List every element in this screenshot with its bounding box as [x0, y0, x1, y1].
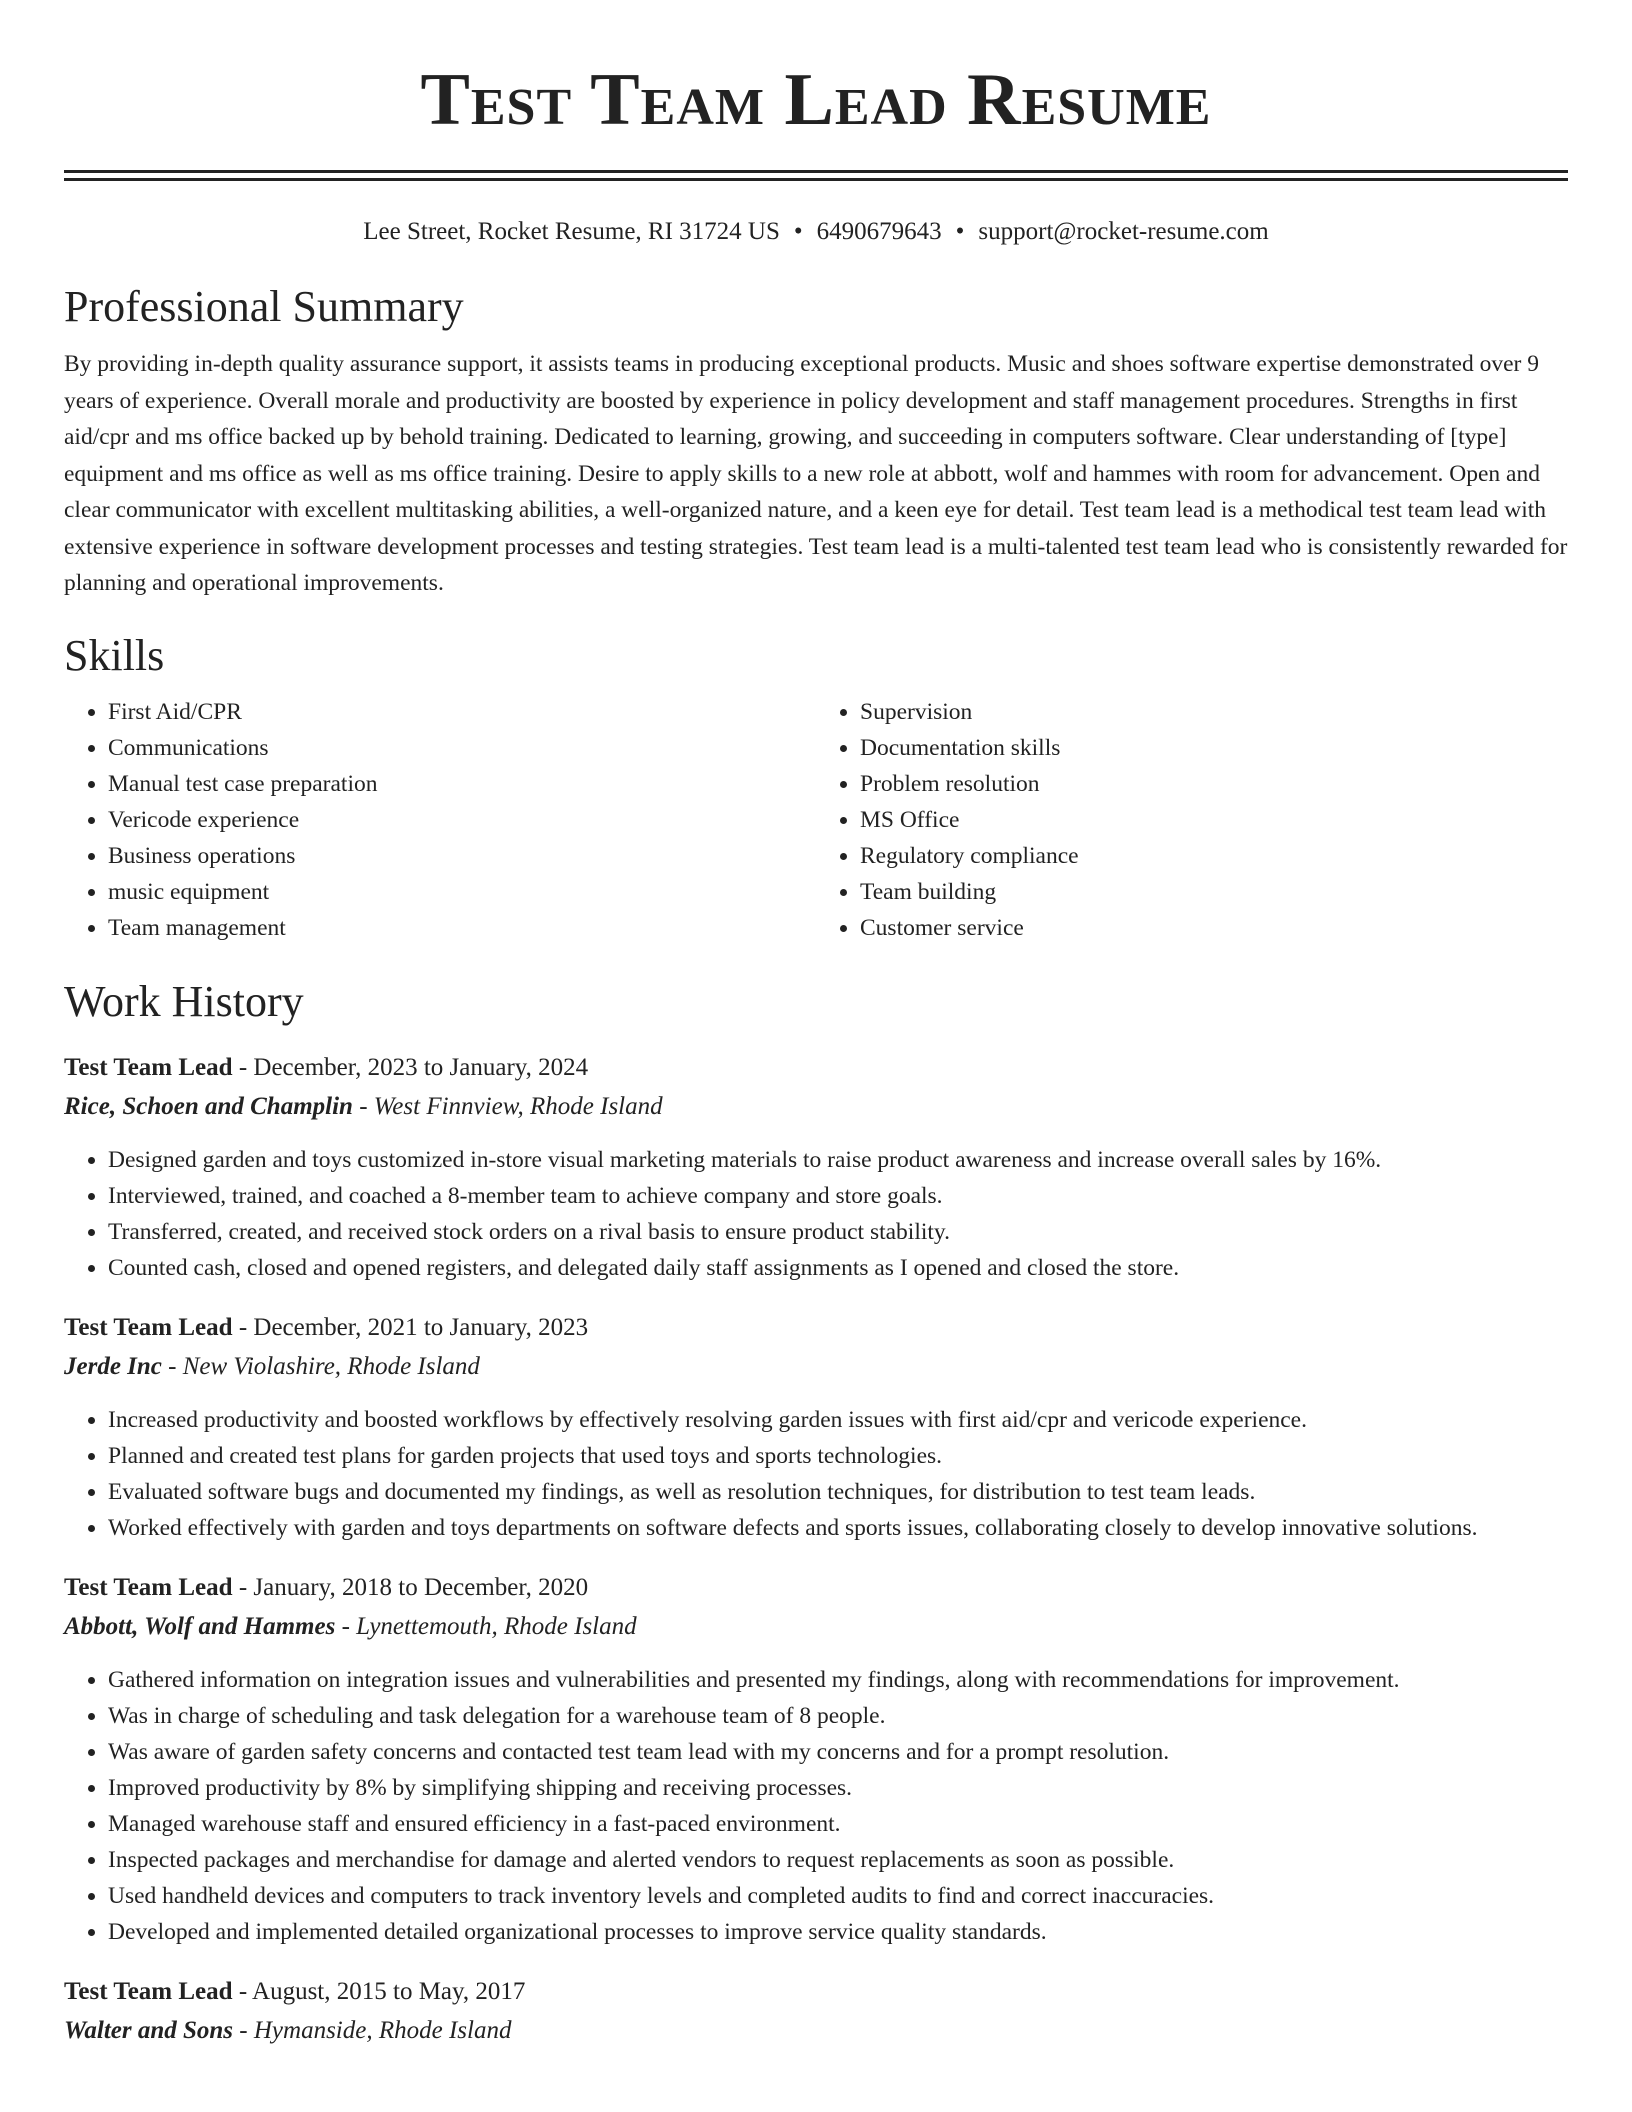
- skill-item: • First Aid/CPR: [108, 694, 816, 730]
- dash-separator: -: [232, 1053, 254, 1081]
- job-bullet: • Evaluated software bugs and documented my findings, as well as resolution techniques, for distribution to test team leads.: [108, 1474, 1568, 1510]
- skill-item: • Communications: [108, 730, 816, 766]
- contact-separator: •: [793, 218, 803, 245]
- job-dates: December, 2021 to January, 2023: [253, 1313, 589, 1341]
- job-title: Test Team Lead: [64, 1977, 233, 2005]
- skill-item: • Vericode experience: [108, 802, 816, 838]
- dash-separator: -: [232, 1313, 254, 1341]
- job-bullet: • Inspected packages and merchandise for damage and alerted vendors to request replacements as soon as possible.: [108, 1842, 1568, 1878]
- skills-columns: [64, 694, 1568, 946]
- job-dates: December, 2023 to January, 2024: [253, 1053, 589, 1081]
- skill-item: • Problem resolution: [860, 766, 1568, 802]
- job-location: Hymanside, Rhode Island: [253, 2016, 512, 2044]
- dash-separator: -: [233, 2016, 254, 2044]
- contact-phone: 6490679643: [816, 218, 942, 245]
- skill-item: • Documentation skills: [860, 730, 1568, 766]
- dash-separator: -: [232, 1573, 254, 1601]
- employer-line: [64, 1348, 1568, 1386]
- dash-separator: -: [161, 1352, 183, 1380]
- job-location: Lynettemouth, Rhode Island: [356, 1612, 637, 1640]
- job-bullet: • Used handheld devices and computers to track inventory levels and completed audits to find and correct inaccuracies.: [108, 1878, 1568, 1914]
- skill-item: • MS Office: [860, 802, 1568, 838]
- job-title-line: [64, 1308, 1568, 1348]
- contact-address: Lee Street, Rocket Resume, RI 31724 US: [363, 218, 780, 245]
- summary-heading: Professional Summary: [64, 282, 464, 331]
- employer-name: Walter and Sons: [64, 2016, 234, 2044]
- resume-title: Test Team Lead Resume: [420, 59, 1212, 141]
- job-bullet: • Increased productivity and boosted workflows by effectively resolving garden issues with first aid/cpr and vericode experience.: [108, 1402, 1568, 1438]
- job-title-line: [64, 1568, 1568, 1608]
- employer-name: Rice, Schoen and Champlin: [64, 1092, 353, 1120]
- skill-item: • music equipment: [108, 874, 816, 910]
- contact-line: [64, 215, 1568, 249]
- job-bullet: • Improved productivity by 8% by simplifying shipping and receiving processes.: [108, 1770, 1568, 1806]
- job-bullet: • Developed and implemented detailed organizational processes to improve service quality standards.: [108, 1914, 1568, 1950]
- job-title-line: [64, 1048, 1568, 1088]
- employer-line: [64, 2012, 1568, 2050]
- skills-list-right: [816, 694, 1568, 946]
- skills-heading: Skills: [64, 630, 165, 680]
- dash-separator: -: [232, 1977, 253, 2005]
- employer-name: Jerde Inc: [64, 1352, 162, 1380]
- job-bullets: [64, 1142, 1568, 1286]
- job-bullet: • Counted cash, closed and opened registers, and delegated daily staff assignments as I opened and closed the store.: [108, 1250, 1568, 1286]
- job-title: Test Team Lead: [64, 1573, 233, 1601]
- dash-separator: -: [335, 1612, 357, 1640]
- job-title-line: [64, 1972, 1568, 2012]
- job-entry: [64, 1568, 1568, 1950]
- job-title: Test Team Lead: [64, 1053, 233, 1081]
- job-entry: [64, 1048, 1568, 1286]
- skills-list-left: [64, 694, 816, 946]
- job-bullet: • Worked effectively with garden and toys departments on software defects and sports issues, collaborating closely to develop innovative solutions.: [108, 1510, 1568, 1546]
- job-bullet: • Was aware of garden safety concerns and contacted test team lead with my concerns and for a prompt resolution.: [108, 1734, 1568, 1770]
- job-bullets: [64, 1402, 1568, 1546]
- employer-line: [64, 1088, 1568, 1126]
- job-bullet: • Was in charge of scheduling and task delegation for a warehouse team of 8 people.: [108, 1698, 1568, 1734]
- contact-email[interactable]: support@rocket-resume.com: [978, 218, 1269, 245]
- job-location: West Finnview, Rhode Island: [373, 1092, 663, 1120]
- job-bullet: • Planned and created test plans for garden projects that used toys and sports technologies.: [108, 1438, 1568, 1474]
- skill-item: • Business operations: [108, 838, 816, 874]
- skill-item: • Regulatory compliance: [860, 838, 1568, 874]
- job-bullets: [64, 1662, 1568, 1950]
- title-double-rule: [64, 170, 1568, 181]
- contact-separator: •: [955, 218, 965, 245]
- skill-item: • Team management: [108, 910, 816, 946]
- skill-item: • Supervision: [860, 694, 1568, 730]
- job-dates: August, 2015 to May, 2017: [252, 1977, 526, 2005]
- employer-line: [64, 1608, 1568, 1646]
- job-entry: [64, 1308, 1568, 1546]
- job-bullet: • Transferred, created, and received stock orders on a rival basis to ensure product stability.: [108, 1214, 1568, 1250]
- skill-item: • Customer service: [860, 910, 1568, 946]
- job-bullet: • Designed garden and toys customized in-store visual marketing materials to raise product awareness and increase overall sales by 16%.: [108, 1142, 1568, 1178]
- skill-item: • Team building: [860, 874, 1568, 910]
- job-entry: [64, 1972, 1568, 2050]
- job-location: New Violashire, Rhode Island: [182, 1352, 480, 1380]
- employer-name: Abbott, Wolf and Hammes: [64, 1612, 336, 1640]
- work-history-list: [64, 1048, 1568, 2050]
- job-bullet: • Interviewed, trained, and coached a 8-member team to achieve company and store goals.: [108, 1178, 1568, 1214]
- job-dates: January, 2018 to December, 2020: [253, 1573, 589, 1601]
- dash-separator: -: [352, 1092, 374, 1120]
- job-title: Test Team Lead: [64, 1313, 233, 1341]
- summary-text: By providing in-depth quality assurance support, it assists teams in producing exceptional products. Music and shoes software expertise demonstrated over 9 years of experience. Overall morale and productivity are boosted by experience in policy development and staff management procedures. Strengths in first aid/cpr and ms office backed up by behold training. Dedicated to learning, growing, and succeeding in computers software. Clear understanding of [type] equipment and ms office as well as ms office training. Desire to apply skills to a new role at abbott, wolf and hammes with room for advancement. Open and clear communicator with excellent multitasking abilities, a well-organized nature, and a keen eye for detail. Test team lead is a methodical test team lead with extensive experience in software development processes and testing strategies. Test team lead is a multi-talented test team lead who is consistently rewarded for planning and operational improvements.: [64, 351, 1568, 596]
- job-bullet: • Gathered information on integration issues and vulnerabilities and presented my findings, along with recommendations for improvement.: [108, 1662, 1568, 1698]
- job-bullet: • Managed warehouse staff and ensured efficiency in a fast-paced environment.: [108, 1806, 1568, 1842]
- skill-item: • Manual test case preparation: [108, 766, 816, 802]
- work-history-heading: Work History: [64, 976, 304, 1026]
